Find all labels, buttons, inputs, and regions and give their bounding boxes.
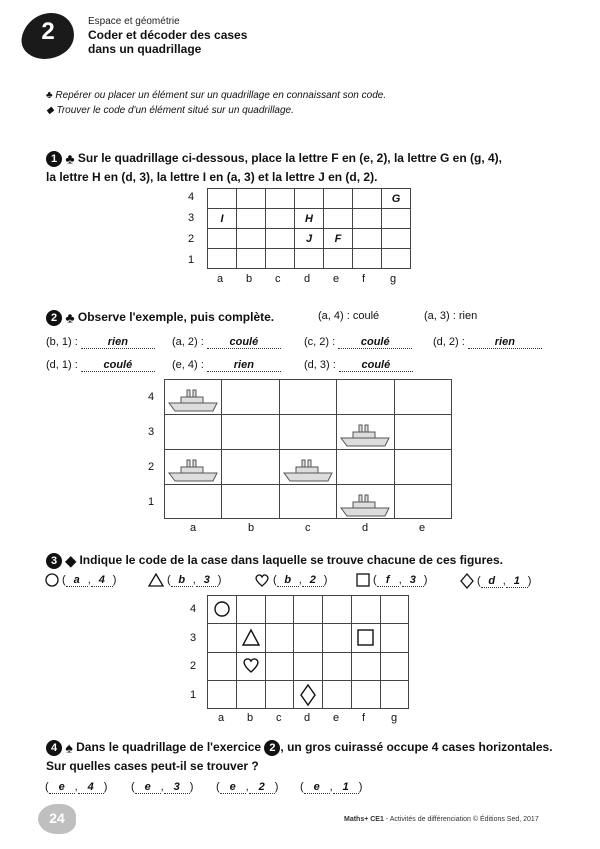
ex2-answer-field[interactable]: rien — [81, 336, 155, 349]
ex1-cell[interactable] — [237, 249, 266, 269]
ex1-cell[interactable] — [353, 229, 382, 249]
ex2-answer — [304, 336, 412, 349]
ex1-cell[interactable] — [295, 249, 324, 269]
ex2-row-label: 1 — [148, 496, 155, 508]
ex2-example-code: (a, 4) : — [318, 310, 350, 322]
ex1-col-label: d — [304, 273, 311, 285]
ex3-col-field[interactable]: b — [277, 574, 299, 587]
chapter-title — [88, 28, 288, 56]
ex1-line2: la lettre H en (d, 3), la lettre I en (a, 3) et la lettre J en (d, 2). — [46, 170, 378, 185]
ex3-code-answer: ( d , 1 ) — [460, 573, 531, 589]
ex4-answer: ( e , 2 ) — [216, 781, 279, 793]
ex3-col-field[interactable]: d — [481, 575, 503, 588]
ex2-col-label: d — [362, 522, 369, 534]
ex1-cell[interactable] — [208, 249, 237, 269]
objective-1: ♣ Repérer ou placer un élément sur un quadrillage en connaissant son code. — [46, 90, 387, 101]
ex2-row-label: 4 — [148, 391, 155, 403]
ex4-statement — [46, 738, 566, 776]
ex3-col-label: e — [333, 712, 340, 724]
ex1-cell[interactable]: J — [295, 229, 324, 249]
diamond-icon — [460, 573, 474, 589]
ex3-row-label: 3 — [190, 632, 197, 644]
ex4-ref-number: 2 — [264, 740, 280, 756]
ex3-col-label: a — [218, 712, 225, 724]
spade-icon: ♠ — [65, 739, 73, 756]
ex3-row-label: 2 — [190, 660, 197, 672]
ex3-row-field[interactable]: 3 — [402, 574, 424, 587]
triangle-icon — [148, 573, 164, 587]
ex1-row-label: 4 — [188, 191, 195, 203]
ex1-cell[interactable] — [324, 209, 353, 229]
triangle-icon — [243, 630, 259, 645]
ex1-cell[interactable] — [382, 209, 411, 229]
ex3-row-field[interactable]: 1 — [506, 575, 528, 588]
ex4-col-field[interactable]: e — [220, 781, 246, 794]
ex1-cell[interactable] — [266, 249, 295, 269]
ex2-answer-field[interactable]: coulé — [207, 336, 281, 349]
ex3-col-field[interactable]: a — [66, 574, 88, 587]
ex3-row-field[interactable]: 3 — [196, 574, 218, 587]
footer-text: - Activités de différenciation © Éditions Sed, 2017 — [383, 816, 539, 823]
ex2-answer-code: (d, 2) : — [433, 336, 465, 348]
ex1-cell[interactable]: G — [382, 189, 411, 209]
ex1-cell[interactable] — [324, 249, 353, 269]
ex3-col-field[interactable]: f — [377, 574, 399, 587]
ex4-line2: Sur quelles cases peut-il se trouver ? — [46, 759, 259, 774]
ex2-answer-field[interactable]: coulé — [339, 359, 413, 372]
ex2-col-label: a — [190, 522, 197, 534]
ex1-col-label: e — [333, 273, 340, 285]
ex4-answer: ( e , 3 ) — [131, 781, 194, 793]
ex2-row-label: 2 — [148, 461, 155, 473]
ex2-number: 2 — [46, 310, 62, 326]
ex1-col-label: c — [275, 273, 281, 285]
footer-brand: Maths+ CE1 — [344, 816, 384, 823]
ex1-row-label: 1 — [188, 254, 195, 266]
ex2-answer-code: (b, 1) : — [46, 336, 78, 348]
ex1-cell[interactable] — [237, 229, 266, 249]
ex1-col-label: b — [246, 273, 253, 285]
ex2-answer-code: (a, 2) : — [172, 336, 204, 348]
ex1-cell[interactable] — [237, 189, 266, 209]
ex3-col-label: d — [304, 712, 311, 724]
ex4-number: 4 — [46, 740, 62, 756]
ex1-number: 1 — [46, 151, 62, 167]
ex2-example-value: rien — [458, 310, 478, 322]
ex4-row-field[interactable]: 1 — [333, 781, 359, 794]
ex4-col-field[interactable]: e — [304, 781, 330, 794]
ex3-row-field[interactable]: 4 — [91, 574, 113, 587]
ex2-answer-field[interactable]: rien — [468, 336, 542, 349]
ex1-cell[interactable]: F — [324, 229, 353, 249]
chapter-title-line2: dans un quadrillage — [88, 42, 202, 56]
chapter-number: 2 — [41, 18, 55, 45]
ex4-row-field[interactable]: 4 — [78, 781, 104, 794]
ex4-row-field[interactable]: 3 — [164, 781, 190, 794]
ex3-code-answer: ( f , 3 ) — [356, 573, 427, 587]
ex4-row-field[interactable]: 2 — [249, 781, 275, 794]
page-number: 24 — [49, 810, 65, 826]
square-icon — [358, 630, 373, 645]
heart-icon — [254, 573, 270, 587]
ex1-cell[interactable] — [353, 189, 382, 209]
ex1-cell[interactable] — [353, 249, 382, 269]
ex3-col-field[interactable]: b — [171, 574, 193, 587]
ex4-answer: ( e , 4 ) — [45, 781, 108, 793]
ex1-cell[interactable] — [353, 209, 382, 229]
ex4-line1-a: Dans le quadrillage de l'exercice — [76, 740, 262, 754]
ex2-answer-code: (d, 1) : — [46, 359, 78, 371]
ex2-answer — [433, 336, 542, 349]
boat-icon — [341, 425, 389, 446]
ex1-cell[interactable] — [382, 249, 411, 269]
objective-2: ◆ Trouver le code d'un élément situé sur un quadrillage. — [46, 105, 294, 116]
ex1-col-label: g — [390, 273, 397, 285]
ex1-cell[interactable] — [208, 229, 237, 249]
ex1-cell[interactable] — [237, 209, 266, 229]
ex3-col-label: g — [391, 712, 398, 724]
ex1-col-label: f — [362, 273, 366, 285]
ex3-row-label: 4 — [190, 603, 197, 615]
ex1-cell[interactable] — [266, 229, 295, 249]
ex3-code-answer: ( b , 2 ) — [254, 573, 327, 587]
ex1-cell[interactable] — [266, 189, 295, 209]
ex3-row-field[interactable]: 2 — [302, 574, 324, 587]
boat-icon — [169, 390, 217, 411]
ex3-number: 3 — [46, 553, 62, 569]
boat-icon — [169, 460, 217, 481]
ex2-statement — [46, 308, 566, 327]
ex2-answer-code: (c, 2) : — [304, 336, 336, 348]
ex2-example-2 — [424, 310, 477, 322]
chapter-category: Espace et géométrie — [88, 16, 180, 27]
ex1-line1: Sur le quadrillage ci-dessous, place la lettre F en (e, 2), la lettre G en (g, 4), — [77, 151, 502, 165]
ex2-answer-field[interactable]: coulé — [81, 359, 155, 372]
ex2-example-1 — [318, 310, 379, 322]
ex2-answer — [46, 359, 155, 372]
ex1-cell[interactable] — [382, 229, 411, 249]
ex3-instruction: Indique le code de la case dans laquelle se trouve chacune de ces figures. — [79, 553, 503, 567]
chapter-title-line1: Coder et décoder des cases — [88, 28, 248, 42]
ex3-col-label: b — [247, 712, 254, 724]
ex2-col-label: b — [248, 522, 255, 534]
ex3-col-label: c — [276, 712, 282, 724]
ex2-answer-code: (e, 4) : — [172, 359, 204, 371]
ex3-code-answer: ( b , 3 ) — [148, 573, 221, 587]
ex3-code-answer: ( a , 4 ) — [45, 573, 116, 587]
ex2-answer-code: (d, 3) : — [304, 359, 336, 371]
boat-icon — [284, 460, 332, 481]
ex3-shape-grid — [207, 595, 409, 709]
ex1-row-label: 2 — [188, 233, 195, 245]
ex1-cell[interactable] — [266, 209, 295, 229]
ex2-answer — [172, 359, 281, 372]
ex1-cell[interactable] — [295, 189, 324, 209]
ex3-statement — [46, 551, 566, 570]
ex3-row-label: 1 — [190, 689, 197, 701]
ex2-instruction: Observe l'exemple, puis complète. — [77, 310, 275, 324]
circle-icon — [45, 573, 59, 587]
ex2-answer — [46, 336, 155, 349]
ex1-cell[interactable]: H — [295, 209, 324, 229]
ex2-col-label: c — [305, 522, 311, 534]
ex2-answer — [304, 359, 413, 372]
circle-icon — [215, 602, 229, 616]
footer-credit — [344, 816, 539, 823]
square-icon — [356, 573, 370, 587]
ex1-cell[interactable] — [208, 189, 237, 209]
ex1-cell[interactable] — [324, 189, 353, 209]
ex1-statement — [46, 149, 566, 187]
ex1-col-label: a — [217, 273, 224, 285]
ex2-answer-field[interactable]: rien — [207, 359, 281, 372]
diamond-icon — [301, 685, 315, 705]
ex2-example-code: (a, 3) : — [424, 310, 456, 322]
diamond-suit-icon: ◆ — [65, 552, 77, 569]
ex1-cell[interactable]: I — [208, 209, 237, 229]
ex4-answer: ( e , 1 ) — [300, 781, 363, 793]
ex1-grid — [207, 188, 411, 269]
ex2-row-label: 3 — [148, 426, 155, 438]
club-icon: ♣ — [65, 150, 75, 167]
ex4-line1-b: , un gros cuirassé occupe 4 cases horizontales. — [280, 740, 553, 754]
ex2-example-value: coulé — [352, 310, 380, 322]
ex3-col-label: f — [362, 712, 366, 724]
ex2-battleship-grid — [164, 379, 452, 519]
ex4-col-field[interactable]: e — [135, 781, 161, 794]
club-icon: ♣ — [65, 309, 75, 326]
ex2-answer-field[interactable]: coulé — [338, 336, 412, 349]
boat-icon — [341, 495, 389, 516]
ex1-row-label: 3 — [188, 212, 195, 224]
heart-icon — [244, 659, 258, 672]
ex2-col-label: e — [419, 522, 426, 534]
ex2-answer — [172, 336, 281, 349]
ex4-col-field[interactable]: e — [49, 781, 75, 794]
